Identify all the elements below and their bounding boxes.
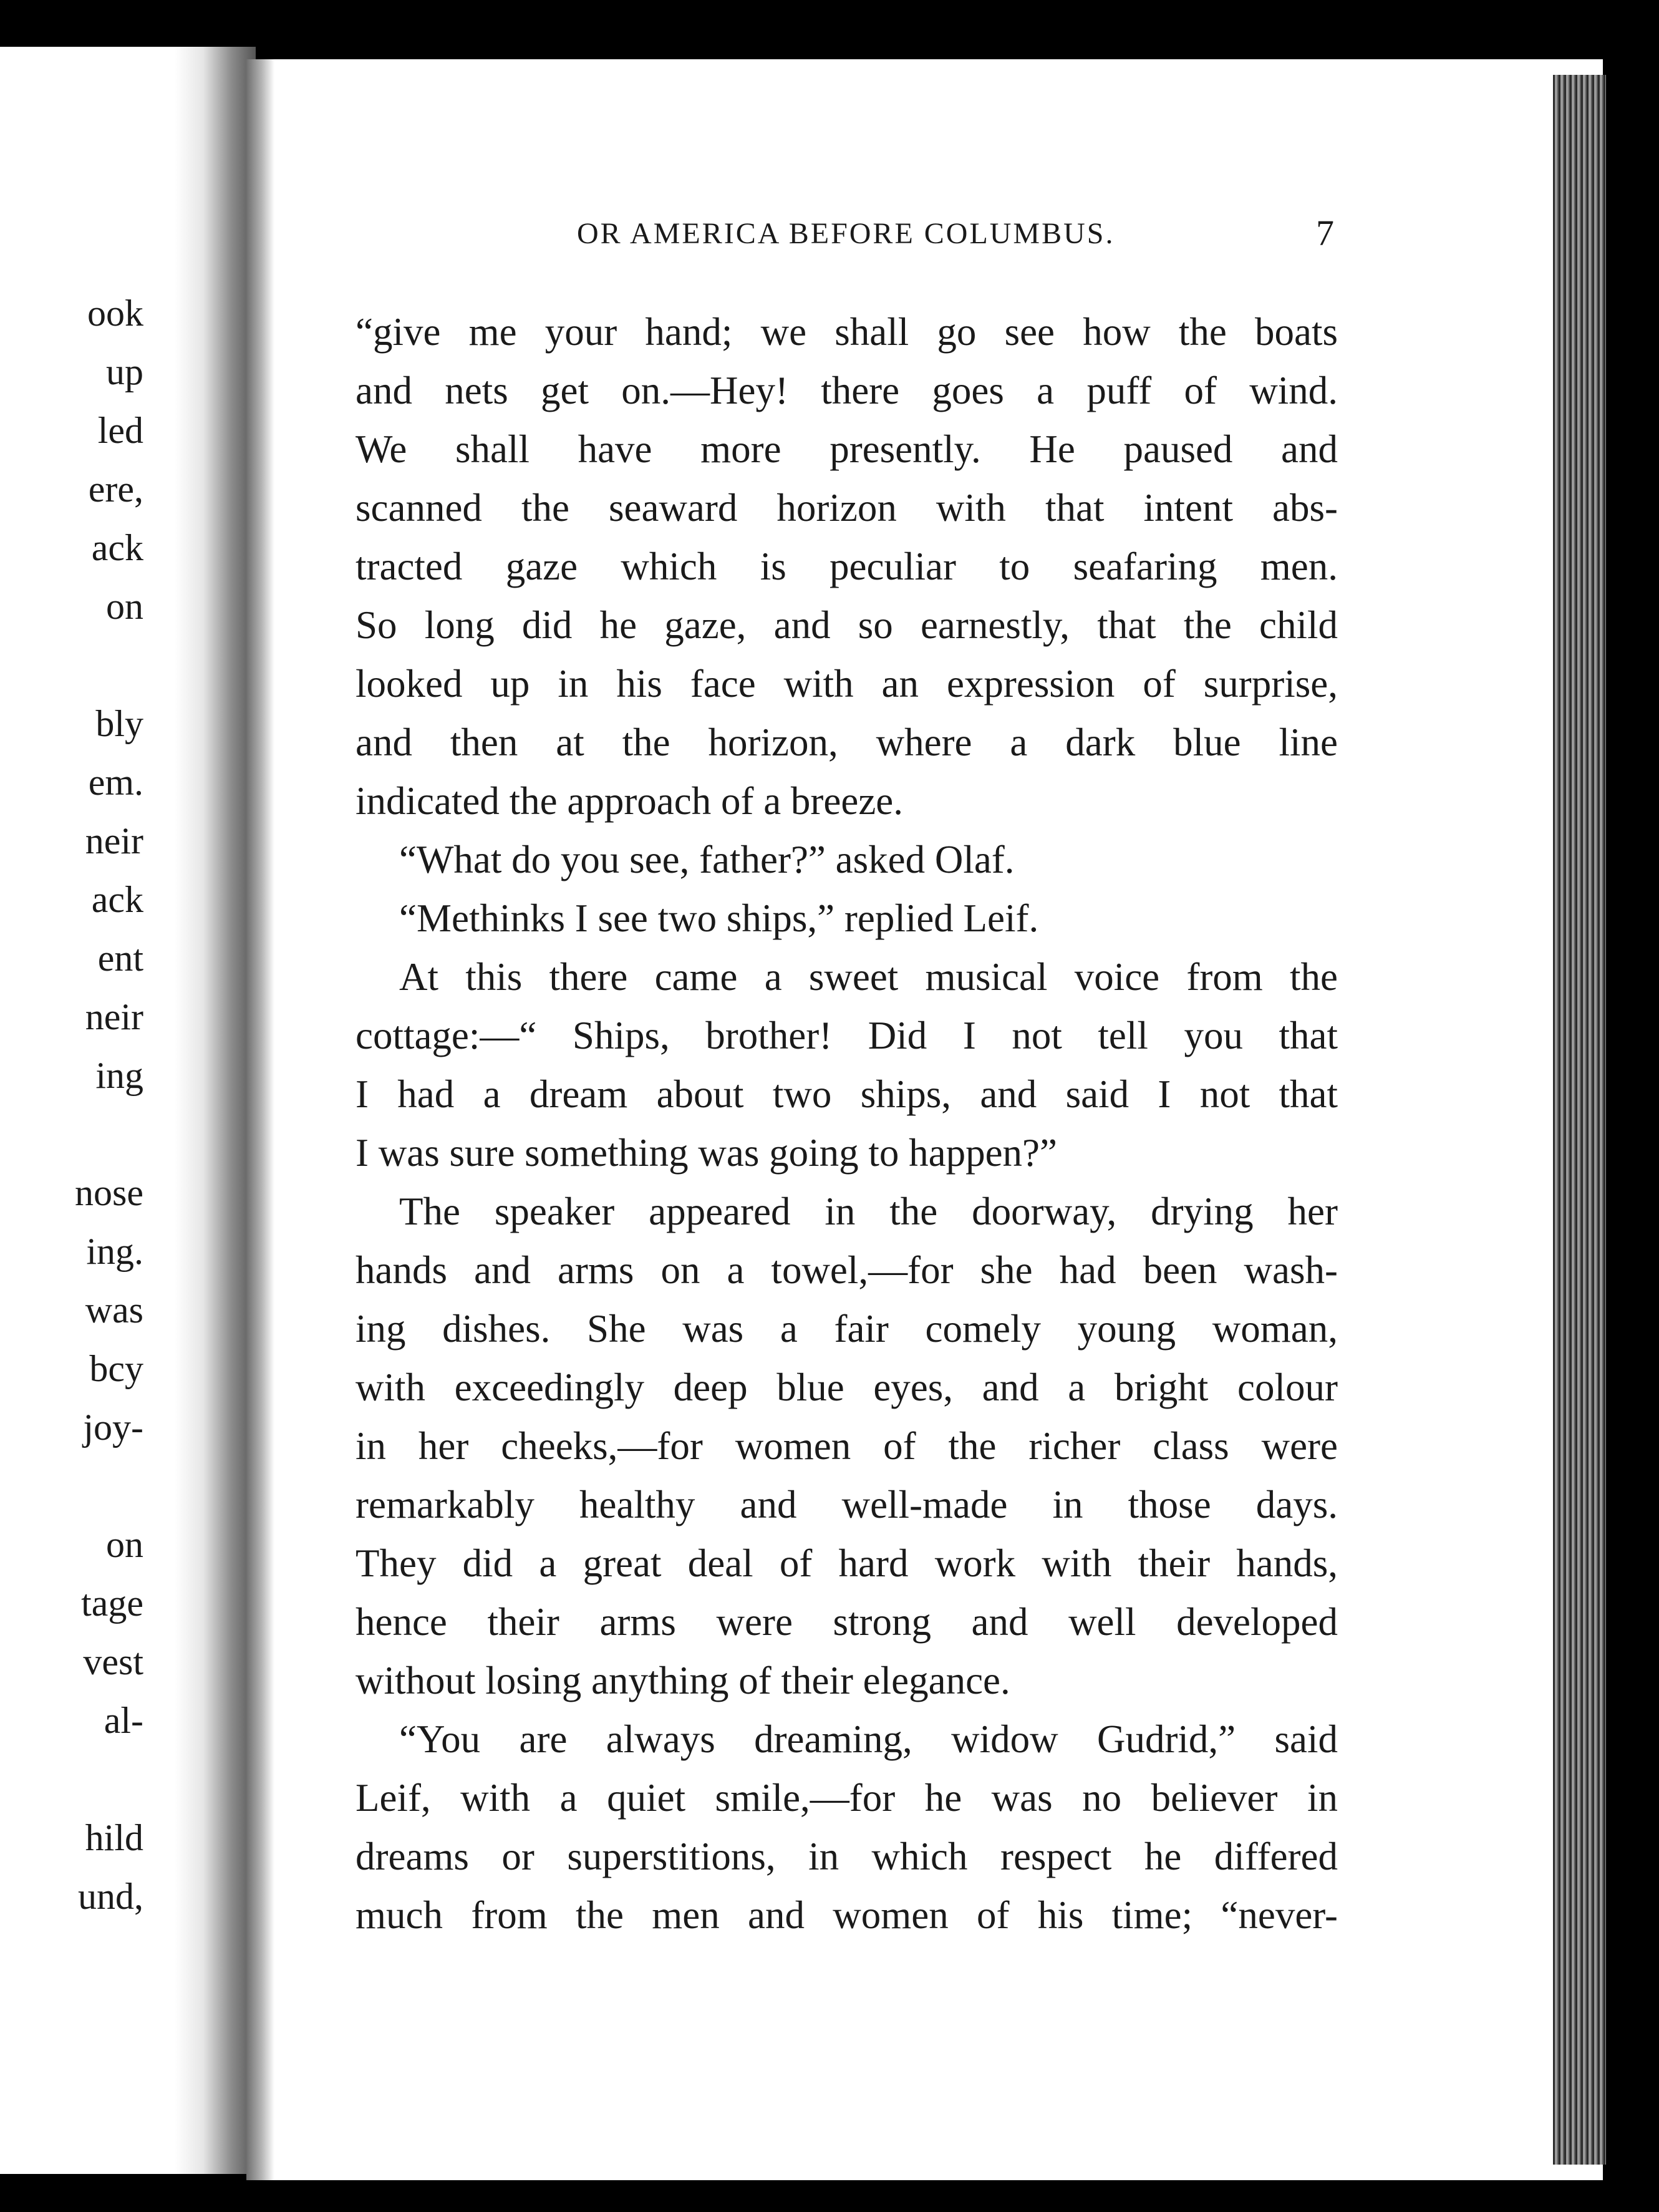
text-line: with exceedingly deep blue eyes, and a bright colour [356, 1366, 1338, 1409]
facing-page-fragment: led [97, 410, 143, 451]
text-line: indicated the approach of a breeze. [356, 779, 904, 823]
facing-page-fragment: tage [81, 1583, 143, 1624]
text-line: Leif, with a quiet smile,—for he was no believer in [356, 1776, 1338, 1820]
running-head: OR AMERICA BEFORE COLUMBUS. [577, 217, 1115, 250]
text-line: and then at the horizon, where a dark blue line [356, 720, 1338, 764]
text-line: and nets get on.—Hey! there goes a puff of wind. [356, 369, 1338, 412]
text-line: The speaker appeared in the doorway, drying her [399, 1190, 1338, 1233]
facing-page-line-ends [0, 284, 143, 1926]
page-number: 7 [1316, 213, 1334, 253]
text-line: hence their arms were strong and well developed [356, 1600, 1338, 1644]
facing-page-fragment: joy- [83, 1407, 143, 1448]
facing-page-fragment: bly [95, 703, 143, 744]
facing-page-fragment: ack [91, 879, 143, 920]
text-line: in her cheeks,—for women of the richer class were [356, 1424, 1338, 1468]
facing-page-fragment: em. [88, 762, 143, 803]
facing-page-fragment [0, 636, 143, 694]
facing-page-fragment: neir [85, 996, 143, 1037]
facing-page-fragment: bcy [89, 1348, 143, 1389]
text-line: They did a great deal of hard work with their hands, [356, 1541, 1338, 1585]
text-line: “What do you see, father?” asked Olaf. [399, 838, 1015, 881]
text-line: ing dishes. She was a fair comely young woman, [356, 1307, 1338, 1351]
text-line: We shall have more presently. He paused and [356, 427, 1338, 471]
text-line: dreams or superstitions, in which respect he differed [356, 1835, 1338, 1878]
facing-page-fragment: und, [78, 1876, 143, 1917]
facing-page-fragment: ere, [88, 468, 143, 510]
facing-page-fragment [0, 1105, 143, 1163]
facing-page-fragment: ing [95, 1055, 143, 1096]
facing-page-fragment: ent [97, 938, 143, 979]
left-page-gutter [175, 47, 256, 2174]
facing-page-fragment [0, 1457, 143, 1515]
facing-page-fragment: al- [104, 1700, 143, 1741]
facing-page-fragment: ing. [86, 1231, 143, 1272]
binding-shadow [246, 59, 274, 2180]
facing-page-fragment: ook [87, 293, 143, 334]
facing-page-fragment: neir [85, 820, 143, 861]
text-line: much from the men and women of his time; “never- [356, 1893, 1338, 1937]
facing-page-fragment [0, 1750, 143, 1808]
text-line: “Methinks I see two ships,” replied Leif. [399, 896, 1039, 940]
text-line: looked up in his face with an expression of surprise, [356, 662, 1338, 706]
facing-page-fragment: was [85, 1289, 143, 1331]
text-line: “You are always dreaming, widow Gudrid,” said [399, 1717, 1338, 1761]
facing-page-fragment: ack [91, 527, 143, 568]
text-line: I was sure something was going to happen?” [356, 1131, 1057, 1175]
facing-page-fragment: nose [75, 1172, 143, 1213]
facing-page-fragment: on [106, 1524, 143, 1565]
text-line: hands and arms on a towel,—for she had been wash- [356, 1248, 1338, 1292]
text-line: cottage:—“ Ships, brother! Did I not tell you that [356, 1014, 1338, 1057]
facing-page-fragment: vest [83, 1641, 143, 1682]
text-line: without losing anything of their elegance. [356, 1659, 1010, 1702]
text-line: At this there came a sweet musical voice from the [399, 955, 1338, 999]
text-line: remarkably healthy and well-made in those days. [356, 1483, 1338, 1526]
facing-page-fragment: hild [85, 1817, 143, 1858]
body-text [356, 303, 1338, 1944]
facing-page-fragment: up [106, 351, 143, 392]
text-line: “give me your hand; we shall go see how the boats [356, 310, 1338, 354]
page-edges [1553, 75, 1606, 2165]
text-line: tracted gaze which is peculiar to seafaring men. [356, 545, 1338, 588]
text-line: I had a dream about two ships, and said I not that [356, 1072, 1338, 1116]
text-line: scanned the seaward horizon with that intent abs- [356, 486, 1338, 530]
facing-page-fragment: on [106, 586, 143, 627]
text-line: So long did he gaze, and so earnestly, that the child [356, 603, 1338, 647]
